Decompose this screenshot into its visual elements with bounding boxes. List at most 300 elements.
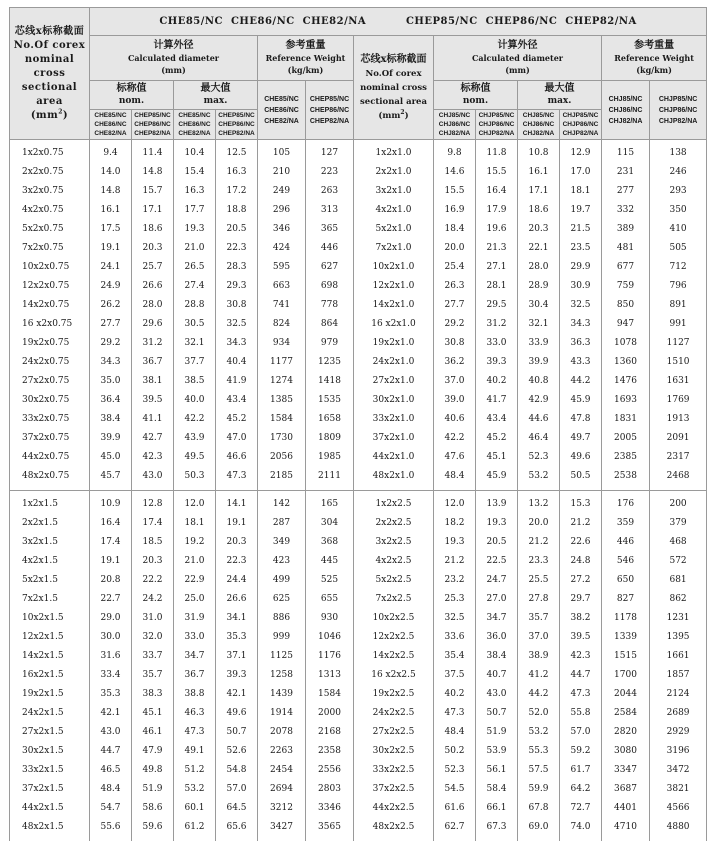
value-cell: 14.1	[216, 491, 258, 515]
nom-header-left	[90, 81, 174, 110]
table-row	[10, 201, 707, 220]
value-cell: 1809	[306, 429, 354, 448]
max-chep-model: CHEP85/NC CHEP86/NC CHEP82/NA	[216, 110, 258, 140]
table-row	[10, 818, 707, 841]
value-cell: 53.2	[518, 467, 560, 491]
spec-cell: 33x2x0.75	[10, 410, 90, 429]
value-cell: 19.1	[216, 514, 258, 533]
weight-chjp-model: CHJP85/NC CHJP86/NC CHJP82/NA	[650, 81, 707, 140]
value-cell: 1913	[650, 410, 707, 429]
max-header-left	[174, 81, 258, 110]
value-cell: 19.3	[174, 220, 216, 239]
value-cell: 55.6	[90, 818, 132, 841]
value-cell: 20.0	[434, 239, 476, 258]
value-cell: 368	[306, 533, 354, 552]
value-cell: 65.6	[216, 818, 258, 841]
value-cell: 21.2	[434, 552, 476, 571]
value-cell: 12.8	[132, 491, 174, 515]
value-cell: 26.5	[174, 258, 216, 277]
value-cell: 50.7	[216, 723, 258, 742]
value-cell: 45.1	[476, 448, 518, 467]
table-row	[10, 334, 707, 353]
value-cell: 57.0	[216, 780, 258, 799]
value-cell: 31.6	[90, 647, 132, 666]
value-cell: 1439	[258, 685, 306, 704]
value-cell: 45.9	[476, 467, 518, 491]
value-cell: 947	[602, 315, 650, 334]
max-che-model: CHE85/NC CHE86/NC CHE82/NA	[174, 110, 216, 140]
value-cell: 45.9	[560, 391, 602, 410]
value-cell: 61.6	[434, 799, 476, 818]
spec-cell: 48x2x1.5	[10, 818, 90, 841]
weight-zh-right: 参考重量	[634, 40, 675, 51]
value-cell: 34.3	[90, 353, 132, 372]
value-cell: 26.2	[90, 296, 132, 315]
value-cell: 22.5	[476, 552, 518, 571]
value-cell: 44.6	[518, 410, 560, 429]
value-cell: 32.5	[560, 296, 602, 315]
value-cell: 445	[306, 552, 354, 571]
value-cell: 850	[602, 296, 650, 315]
spec-cell: 1x2x0.75	[10, 140, 90, 164]
value-cell: 21.2	[560, 514, 602, 533]
value-cell: 864	[306, 315, 354, 334]
value-cell: 48.4	[434, 467, 476, 491]
value-cell: 741	[258, 296, 306, 315]
value-cell: 712	[650, 258, 707, 277]
value-cell: 22.2	[132, 571, 174, 590]
calc-zh-left: 计算外径	[153, 40, 194, 51]
value-cell: 27.0	[476, 590, 518, 609]
value-cell: 1046	[306, 628, 354, 647]
value-cell: 14.6	[434, 163, 476, 182]
value-cell: 18.5	[132, 533, 174, 552]
value-cell: 2078	[258, 723, 306, 742]
table-row	[10, 448, 707, 467]
value-cell: 13.2	[518, 491, 560, 515]
value-cell: 49.8	[132, 761, 174, 780]
max-chjp-model: CHJP85/NC CHJP86/NC CHJP82/NA	[560, 110, 602, 140]
value-cell: 17.7	[174, 201, 216, 220]
value-cell: 313	[306, 201, 354, 220]
value-cell: 34.3	[216, 334, 258, 353]
spec-cell: 5x2x2.5	[354, 571, 434, 590]
spec-cell: 10x2x2.5	[354, 609, 434, 628]
spec-cell: 19x2x0.75	[10, 334, 90, 353]
value-cell: 51.9	[132, 780, 174, 799]
value-cell: 29.2	[90, 334, 132, 353]
value-cell: 23.2	[434, 571, 476, 590]
value-cell: 55.8	[560, 704, 602, 723]
value-cell: 59.9	[518, 780, 560, 799]
value-cell: 12.0	[174, 491, 216, 515]
value-cell: 2538	[602, 467, 650, 491]
value-cell: 3472	[650, 761, 707, 780]
spec-cell: 24x2x1.5	[10, 704, 90, 723]
table-row	[10, 685, 707, 704]
value-cell: 1231	[650, 609, 707, 628]
value-cell: 10.8	[518, 140, 560, 164]
value-cell: 17.5	[90, 220, 132, 239]
value-cell: 29.5	[476, 296, 518, 315]
value-cell: 38.4	[90, 410, 132, 429]
value-cell: 2000	[306, 704, 354, 723]
weight-en-right: Reference Weight	[614, 53, 694, 63]
spec-cell: 12x2x1.0	[354, 277, 434, 296]
spec-cell: 5x2x1.5	[10, 571, 90, 590]
value-cell: 1476	[602, 372, 650, 391]
value-cell: 681	[650, 571, 707, 590]
value-cell: 10.9	[90, 491, 132, 515]
value-cell: 18.6	[132, 220, 174, 239]
value-cell: 1535	[306, 391, 354, 410]
table-row	[10, 533, 707, 552]
value-cell: 28.1	[476, 277, 518, 296]
spec-col-line1-right: No.Of corex	[365, 68, 422, 79]
value-cell: 42.3	[560, 647, 602, 666]
spec-cell: 16 x2x0.75	[10, 315, 90, 334]
value-cell: 35.3	[90, 685, 132, 704]
table-row	[10, 277, 707, 296]
spec-cell: 3x2x1.0	[354, 182, 434, 201]
value-cell: 34.1	[216, 609, 258, 628]
spec-cell: 10x2x0.75	[10, 258, 90, 277]
table-row	[10, 429, 707, 448]
value-cell: 35.0	[90, 372, 132, 391]
spec-cell: 7x2x1.5	[10, 590, 90, 609]
value-cell: 38.5	[174, 372, 216, 391]
spec-cell: 27x2x1.0	[354, 372, 434, 391]
value-cell: 16.9	[434, 201, 476, 220]
nom-en-left: nom.	[118, 96, 145, 106]
value-cell: 11.4	[132, 140, 174, 164]
value-cell: 16.1	[518, 163, 560, 182]
value-cell: 346	[258, 220, 306, 239]
value-cell: 468	[650, 533, 707, 552]
value-cell: 759	[602, 277, 650, 296]
value-cell: 39.3	[216, 666, 258, 685]
spec-cell: 44x2x0.75	[10, 448, 90, 467]
value-cell: 45.7	[90, 467, 132, 491]
value-cell: 2358	[306, 742, 354, 761]
value-cell: 34.3	[560, 315, 602, 334]
value-cell: 56.1	[476, 761, 518, 780]
value-cell: 1339	[602, 628, 650, 647]
value-cell: 60.1	[174, 799, 216, 818]
value-cell: 45.0	[90, 448, 132, 467]
value-cell: 1178	[602, 609, 650, 628]
value-cell: 1127	[650, 334, 707, 353]
value-cell: 824	[258, 315, 306, 334]
value-cell: 55.3	[518, 742, 560, 761]
value-cell: 4566	[650, 799, 707, 818]
value-cell: 74.0	[560, 818, 602, 841]
value-cell: 44.2	[518, 685, 560, 704]
spec-cell: 27x2x2.5	[354, 723, 434, 742]
value-cell: 886	[258, 609, 306, 628]
value-cell: 45.2	[476, 429, 518, 448]
value-cell: 41.7	[476, 391, 518, 410]
table-row	[10, 514, 707, 533]
value-cell: 44.7	[90, 742, 132, 761]
value-cell: 1418	[306, 372, 354, 391]
table-row	[10, 571, 707, 590]
value-cell: 24.9	[90, 277, 132, 296]
table-row	[10, 140, 707, 164]
weight-zh-left: 参考重量	[285, 40, 326, 51]
calc-unit-right: (mm)	[505, 65, 530, 75]
model-title: CHE85/NC CHE86/NC CHE82/NA CHEP85/NC CHEP86/NC CHEP82/NA	[90, 8, 707, 36]
value-cell: 2929	[650, 723, 707, 742]
value-cell: 59.6	[132, 818, 174, 841]
value-cell: 359	[602, 514, 650, 533]
value-cell: 1914	[258, 704, 306, 723]
spec-col-line1: No.Of corex	[13, 39, 86, 51]
value-cell: 2317	[650, 448, 707, 467]
value-cell: 43.4	[216, 391, 258, 410]
value-cell: 38.1	[132, 372, 174, 391]
value-cell: 39.5	[132, 391, 174, 410]
spec-cell: 2x2x1.5	[10, 514, 90, 533]
spec-cell: 27x2x1.5	[10, 723, 90, 742]
spec-col-zh: 芯线x标称截面	[14, 25, 85, 37]
value-cell: 32.1	[518, 315, 560, 334]
table-row	[10, 391, 707, 410]
value-cell: 35.3	[216, 628, 258, 647]
value-cell: 42.2	[174, 410, 216, 429]
value-cell: 3080	[602, 742, 650, 761]
value-cell: 27.2	[560, 571, 602, 590]
value-cell: 50.5	[560, 467, 602, 491]
value-cell: 39.0	[434, 391, 476, 410]
value-cell: 47.6	[434, 448, 476, 467]
nom-chjp-model: CHJP85/NC CHJP86/NC CHJP82/NA	[476, 110, 518, 140]
value-cell: 142	[258, 491, 306, 515]
nom-zh-left: 标称值	[116, 83, 147, 94]
value-cell: 22.1	[518, 239, 560, 258]
spec-cell: 37x2x2.5	[354, 780, 434, 799]
value-cell: 28.9	[518, 277, 560, 296]
spec-cell: 10x2x1.5	[10, 609, 90, 628]
calc-diameter-header-right	[434, 36, 602, 81]
value-cell: 1176	[306, 647, 354, 666]
value-cell: 28.0	[132, 296, 174, 315]
value-cell: 10.4	[174, 140, 216, 164]
value-cell: 349	[258, 533, 306, 552]
value-cell: 1313	[306, 666, 354, 685]
value-cell: 46.5	[90, 761, 132, 780]
value-cell: 28.3	[216, 258, 258, 277]
table-header	[10, 8, 707, 140]
value-cell: 67.8	[518, 799, 560, 818]
value-cell: 1125	[258, 647, 306, 666]
nom-chj-model: CHJ85/NC CHJ86/NC CHJ82/NA	[434, 110, 476, 140]
value-cell: 9.8	[434, 140, 476, 164]
value-cell: 58.6	[132, 799, 174, 818]
spec-cell: 44x2x2.5	[354, 799, 434, 818]
value-cell: 33.0	[476, 334, 518, 353]
value-cell: 115	[602, 140, 650, 164]
nom-che-model: CHE85/NC CHE86/NC CHE82/NA	[90, 110, 132, 140]
value-cell: 677	[602, 258, 650, 277]
value-cell: 1700	[602, 666, 650, 685]
value-cell: 15.3	[560, 491, 602, 515]
value-cell: 31.9	[174, 609, 216, 628]
value-cell: 827	[602, 590, 650, 609]
value-cell: 1078	[602, 334, 650, 353]
spec-cell: 5x2x1.0	[354, 220, 434, 239]
value-cell: 37.5	[434, 666, 476, 685]
spec-col-line3: sectional area	[21, 81, 78, 107]
spec-cell: 1x2x1.0	[354, 140, 434, 164]
value-cell: 48.4	[90, 780, 132, 799]
value-cell: 20.3	[518, 220, 560, 239]
value-cell: 17.4	[90, 533, 132, 552]
value-cell: 43.0	[132, 467, 174, 491]
value-cell: 42.9	[518, 391, 560, 410]
table-row	[10, 353, 707, 372]
value-cell: 778	[306, 296, 354, 315]
spec-cell: 10x2x1.0	[354, 258, 434, 277]
calc-zh-right: 计算外径	[497, 40, 538, 51]
value-cell: 2454	[258, 761, 306, 780]
value-cell: 293	[650, 182, 707, 201]
value-cell: 35.7	[132, 666, 174, 685]
value-cell: 627	[306, 258, 354, 277]
value-cell: 72.7	[560, 799, 602, 818]
value-cell: 1661	[650, 647, 707, 666]
value-cell: 3347	[602, 761, 650, 780]
value-cell: 14.0	[90, 163, 132, 182]
weight-unit-left: (kg/km)	[287, 65, 324, 75]
spec-cell: 7x2x1.0	[354, 239, 434, 258]
value-cell: 19.3	[434, 533, 476, 552]
calc-en-left: Calculated diameter	[127, 53, 220, 63]
table-row	[10, 182, 707, 201]
value-cell: 49.5	[174, 448, 216, 467]
spec-cell: 14x2x2.5	[354, 647, 434, 666]
value-cell: 54.8	[216, 761, 258, 780]
value-cell: 46.4	[518, 429, 560, 448]
spec-cell: 12x2x0.75	[10, 277, 90, 296]
spec-cell: 12x2x2.5	[354, 628, 434, 647]
spec-cell: 3x2x2.5	[354, 533, 434, 552]
value-cell: 2056	[258, 448, 306, 467]
value-cell: 47.3	[174, 723, 216, 742]
value-cell: 930	[306, 609, 354, 628]
value-cell: 210	[258, 163, 306, 182]
value-cell: 2468	[650, 467, 707, 491]
value-cell: 36.0	[476, 628, 518, 647]
value-cell: 24.1	[90, 258, 132, 277]
weight-en-left: Reference Weight	[265, 53, 346, 63]
value-cell: 39.5	[560, 628, 602, 647]
value-cell: 39.9	[90, 429, 132, 448]
value-cell: 934	[258, 334, 306, 353]
value-cell: 1258	[258, 666, 306, 685]
value-cell: 2168	[306, 723, 354, 742]
value-cell: 52.6	[216, 742, 258, 761]
value-cell: 35.7	[518, 609, 560, 628]
value-cell: 51.9	[476, 723, 518, 742]
value-cell: 25.7	[132, 258, 174, 277]
value-cell: 3212	[258, 799, 306, 818]
value-cell: 1395	[650, 628, 707, 647]
value-cell: 44.2	[560, 372, 602, 391]
value-cell: 53.9	[476, 742, 518, 761]
table-row	[10, 491, 707, 515]
max-zh-left: 最大值	[200, 83, 231, 94]
value-cell: 43.9	[174, 429, 216, 448]
value-cell: 138	[650, 140, 707, 164]
spec-cell: 14x2x1.0	[354, 296, 434, 315]
value-cell: 2694	[258, 780, 306, 799]
value-cell: 1658	[306, 410, 354, 429]
value-cell: 14.8	[90, 182, 132, 201]
value-cell: 16.3	[174, 182, 216, 201]
value-cell: 127	[306, 140, 354, 164]
table-row	[10, 590, 707, 609]
value-cell: 52.3	[518, 448, 560, 467]
value-cell: 32.5	[216, 315, 258, 334]
spec-cell: 48x2x0.75	[10, 467, 90, 491]
value-cell: 3565	[306, 818, 354, 841]
value-cell: 19.1	[90, 552, 132, 571]
spec-cell: 30x2x2.5	[354, 742, 434, 761]
spec-cell: 16 x2x1.0	[354, 315, 434, 334]
spec-cell: 16x2x1.5	[10, 666, 90, 685]
value-cell: 47.0	[216, 429, 258, 448]
value-cell: 53.2	[174, 780, 216, 799]
weight-chj-model: CHJ85/NC CHJ86/NC CHJ82/NA	[602, 81, 650, 140]
value-cell: 41.1	[132, 410, 174, 429]
value-cell: 40.4	[216, 353, 258, 372]
value-cell: 2091	[650, 429, 707, 448]
value-cell: 1274	[258, 372, 306, 391]
spec-col-unit-right: $(mm^2)$	[378, 108, 409, 121]
value-cell: 50.7	[476, 704, 518, 723]
value-cell: 69.0	[518, 818, 560, 841]
value-cell: 20.8	[90, 571, 132, 590]
value-cell: 38.8	[174, 685, 216, 704]
weight-header-left	[258, 36, 354, 81]
calc-diameter-header-left	[90, 36, 258, 81]
value-cell: 263	[306, 182, 354, 201]
value-cell: 28.8	[174, 296, 216, 315]
table-row	[10, 296, 707, 315]
value-cell: 40.2	[476, 372, 518, 391]
value-cell: 54.5	[434, 780, 476, 799]
value-cell: 12.0	[434, 491, 476, 515]
value-cell: 1235	[306, 353, 354, 372]
spec-cell: 37x2x1.0	[354, 429, 434, 448]
value-cell: 61.2	[174, 818, 216, 841]
value-cell: 25.0	[174, 590, 216, 609]
value-cell: 296	[258, 201, 306, 220]
value-cell: 40.0	[174, 391, 216, 410]
table-row	[10, 666, 707, 685]
spec-cell: 4x2x1.5	[10, 552, 90, 571]
value-cell: 25.5	[518, 571, 560, 590]
value-cell: 2385	[602, 448, 650, 467]
value-cell: 16.4	[90, 514, 132, 533]
value-cell: 42.1	[216, 685, 258, 704]
value-cell: 30.8	[216, 296, 258, 315]
spec-table-container	[9, 7, 706, 841]
value-cell: 11.8	[476, 140, 518, 164]
value-cell: 21.5	[560, 220, 602, 239]
spec-cell: 1x2x2.5	[354, 491, 434, 515]
